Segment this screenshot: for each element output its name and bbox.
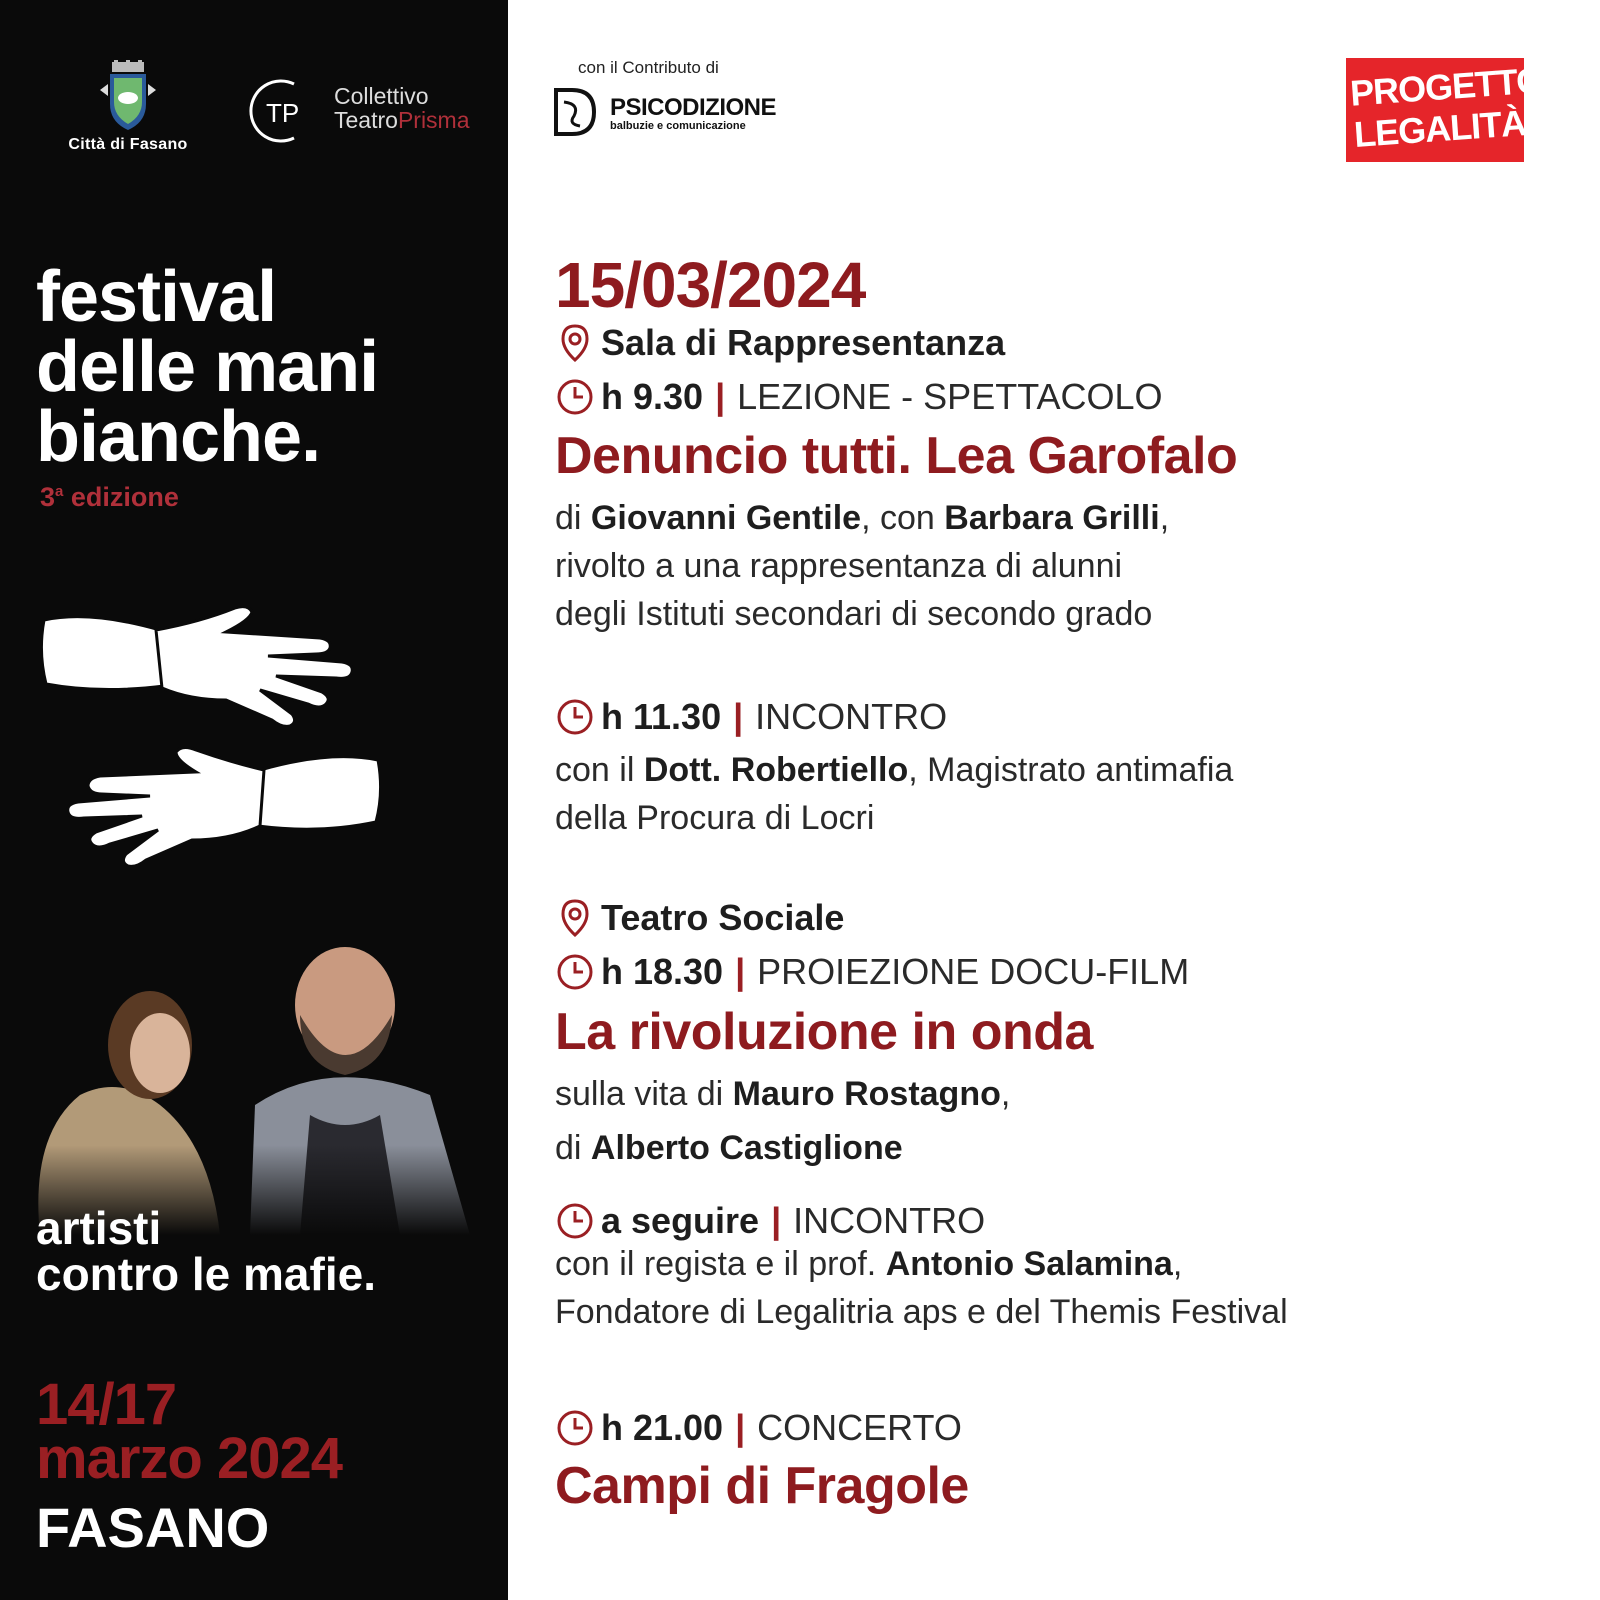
ctp-monogram-text: TP <box>266 98 300 128</box>
festival-title <box>36 257 379 477</box>
tagline <box>36 1202 376 1300</box>
event-type-1: LEZIONE - SPETTACOLO <box>737 376 1163 417</box>
progetto-line1: PROGETTO <box>1348 59 1545 114</box>
festival-dates <box>36 1372 342 1491</box>
contribution-label: con il Contributo di <box>578 58 719 77</box>
guest-name: Antonio Salamina <box>885 1245 1173 1283</box>
subject-name: Mauro Rostagno <box>732 1075 1001 1113</box>
festival-title-line1: festival <box>36 257 277 337</box>
psicodizione-icon <box>550 84 600 140</box>
event-desc-2 <box>555 746 1233 842</box>
text-span: di <box>555 499 591 537</box>
event-time-1: h 9.30 <box>601 376 704 417</box>
crest-icon <box>98 60 158 132</box>
edition-number: 3 <box>40 482 56 512</box>
ctp-line2 <box>334 108 470 132</box>
ctp-text <box>334 84 470 132</box>
event-type-4: INCONTRO <box>793 1200 986 1241</box>
performer-name: Barbara Grilli <box>944 499 1160 537</box>
text-span: sulla vita di <box>555 1075 733 1113</box>
venue-row-2 <box>555 897 844 939</box>
separator: | <box>735 951 746 992</box>
collettivo-teatro-prisma-logo <box>238 76 468 146</box>
guest-name: Dott. Robertiello <box>643 751 909 789</box>
actors-photo <box>0 935 508 1235</box>
fasano-caption: Città di Fasano <box>68 136 188 153</box>
tagline-line1: artisti <box>36 1202 162 1254</box>
clock-icon <box>555 697 595 737</box>
event-desc-3 <box>555 1070 1010 1172</box>
venue-name-1: Sala di Rappresentanza <box>601 322 1006 363</box>
event-desc-4 <box>555 1240 1288 1336</box>
text-span: con il regista e il prof. <box>555 1245 886 1283</box>
text-span: , con <box>861 499 945 537</box>
ctp-monogram-icon <box>238 76 328 146</box>
event-type-3: PROIEZIONE DOCU-FILM <box>757 951 1190 992</box>
event-row-4 <box>555 1200 985 1242</box>
event-time-5: h 21.00 <box>601 1407 724 1448</box>
event-time-2: h 11.30 <box>601 696 722 737</box>
clock-icon <box>555 377 595 417</box>
separator: | <box>735 1407 746 1448</box>
ctp-teatro: Teatro <box>334 107 398 133</box>
event-desc-1-line3: degli Istituti secondari di secondo grado <box>555 595 1153 633</box>
separator: | <box>771 1200 782 1241</box>
text-span: di <box>555 1129 591 1167</box>
director-name: Alberto Castiglione <box>590 1129 903 1167</box>
separator: | <box>733 696 744 737</box>
event-desc-1-line2: rivolto a una rappresentanza di alunni <box>555 547 1123 585</box>
event-row-2 <box>555 696 947 738</box>
event-desc-1-line1 <box>555 494 1169 542</box>
text-span: , <box>1000 1075 1011 1113</box>
event-row-3 <box>555 951 1189 993</box>
event-desc-4-line1 <box>555 1240 1288 1288</box>
event-row-5 <box>555 1407 962 1449</box>
festival-dates-line1: 14/17 <box>36 1372 177 1437</box>
location-pin-icon <box>555 898 595 938</box>
clock-icon <box>555 1201 595 1241</box>
event-desc-2-line2: della Procura di Locri <box>555 799 875 837</box>
text-span: , Magistrato antimafia <box>908 751 1234 789</box>
edition-label <box>40 482 179 513</box>
program-date: 15/03/2024 <box>555 249 866 321</box>
venue-row-1 <box>555 322 1005 364</box>
event-desc-2-line1 <box>555 746 1233 794</box>
psicodizione-sub: balbuzie e comunicazione <box>610 120 746 132</box>
venue-name-2: Teatro Sociale <box>601 897 845 938</box>
event-title-1: Denuncio tutti. Lea Garofalo <box>555 427 1238 485</box>
event-time-3: h 18.30 <box>601 951 724 992</box>
psicodizione-logo <box>550 84 790 140</box>
ctp-prisma: Prisma <box>397 107 470 133</box>
festival-city: FASANO <box>36 1496 270 1559</box>
text-span: , <box>1159 499 1170 537</box>
edition-word: edizione <box>63 482 179 512</box>
event-desc-4-line2: Fondatore di Legalitria aps e del Themis Festival <box>555 1293 1288 1331</box>
event-type-2: INCONTRO <box>755 696 948 737</box>
ctp-line1: Collettivo <box>334 83 429 109</box>
festival-title-line2: delle mani <box>36 327 379 407</box>
author-name: Giovanni Gentile <box>590 499 862 537</box>
clock-icon <box>555 952 595 992</box>
edition-superscript: a <box>55 483 64 500</box>
event-title-5: Campi di Fragole <box>555 1457 969 1515</box>
white-hands-illustration <box>30 600 390 890</box>
text-span: con il <box>555 751 644 789</box>
event-desc-1 <box>555 494 1169 638</box>
citta-fasano-logo <box>48 60 208 154</box>
festival-dates-line2: marzo 2024 <box>36 1426 342 1491</box>
clock-icon <box>555 1408 595 1448</box>
event-type-5: CONCERTO <box>757 1407 962 1448</box>
location-pin-icon <box>555 323 595 363</box>
progetto-legalita-logo <box>1346 58 1545 162</box>
psicodizione-name: PSICODIZIONE <box>610 94 777 121</box>
separator: | <box>715 376 726 417</box>
event-title-3: La rivoluzione in onda <box>555 1003 1093 1061</box>
upper-hand-icon <box>41 607 352 727</box>
text-span: , <box>1172 1245 1183 1283</box>
event-desc-3-line1 <box>555 1070 1010 1118</box>
festival-title-line3: bianche. <box>36 397 321 477</box>
event-row-1 <box>555 376 1163 418</box>
event-desc-3-line2 <box>555 1124 1010 1172</box>
event-time-4: a seguire <box>601 1200 760 1241</box>
lower-hand-icon <box>68 747 381 866</box>
tagline-line2: contro le mafie. <box>36 1248 376 1300</box>
left-panel <box>0 0 508 1600</box>
progetto-line2: LEGALITÀ <box>1352 102 1528 155</box>
